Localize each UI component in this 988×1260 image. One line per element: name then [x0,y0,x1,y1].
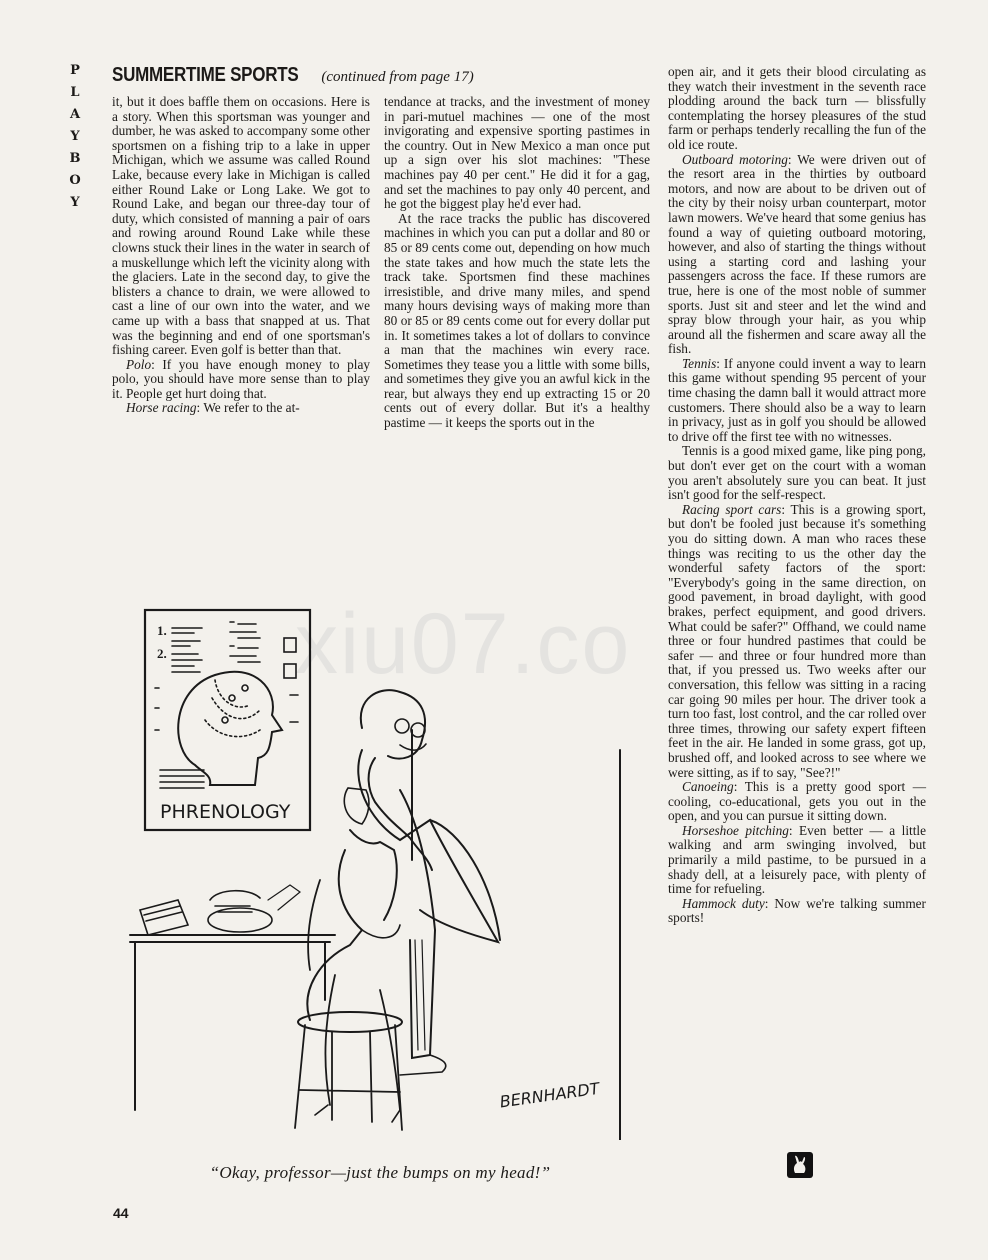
paragraph-text: : If anyone could invent a way to learn this game without spending 95 percent of your time chasing the damn ball it would attract more customers. There should also be a way to learn in privacy, just as in golf you should be allowed to drive off the first tee with no witnesses. [668,355,926,444]
article-headline [112,64,474,87]
logo-letter: Y [70,195,80,210]
woman-figure [307,758,432,1122]
section-lead: Racing sport cars [682,501,782,517]
text-column-1 [112,95,370,416]
paragraph-text: : We were driven out of the resort area in the thirties by outboard motors, and now are about to be driven out of the city by their noisy urban counterpart, motor lawn mowers. We've heard that some genius has found a way of quieting outboard motoring, however, and also of starting the things without using a starting cord and lashing your passengers across the face. If these rumors are true, here is one of the most noble of summer sports. Just sit and steer and let the wind and spray blow through your hair, as you whip around all the fishermen and scare away all the fish. [668,151,926,357]
article-title: SUMMERTIME SPORTS [112,64,299,86]
desk-with-typewriter [130,885,335,1110]
phrenology-poster [145,610,310,830]
wall-edges [412,730,620,1140]
paragraph-text: At the race tracks the public has discovered machines in which you can put a dollar and 80 or 85 or 89 cents come out, depending on how much the state takes and how much the state lets the track take. Sportsmen find these machines irresistible, and drive many miles, and spend many hours devising ways of making more than 80 or 85 or 89 cents come out for every dollar put in. It sometimes takes a lot of dollars to convince a man that the machines win every race. Sometimes they tease you a little with some bills, and sometimes they give you an awful kick in the rear, but always they end up extracting 15 or 20 cents out of every dollar. But it's a healthy pastime — it keeps the sports out in the [384,210,650,431]
paragraph-text: tendance at tracks, and the investment of money in pari-mutuel machines — one of the most invigorating and expensive sporting pastimes in the country. Out in New Mexico a man once put up a sign over his slot machines: "These machines pay 40 per cent." He did it for a gag, and set the machines to pay only 40 percent, and he got the biggest play he'd ever had. [384,94,650,212]
cartoon-caption: “Okay, professor—just the bumps on my head!” [209,1163,551,1182]
cartoon-illustration [100,580,660,1140]
paragraph [112,401,370,416]
paragraph-text: it, but it does baffle them on occasions. Here is a story. When this sportsman was younger and dumber, he was asked to accompany some other sportsmen on a fishing trip to a lake in upper Michigan, which we assume was called Round Lake, because every lake in Michigan is called either Round Lake or Long Lake. We got to Round Lake, and began our three-day tour of duty, which consisted of manning a pair of oars and rowing around Round Lake while these clowns stuck their lines in the water in search of a muskellunge which left the vicinity along with the glaciers. Late in the second day, to give the blisters a chance to drain, we were allowed to cast a line of our own into the water, and we came up with a bass that snapped at us. That was the beginning and end of one sportsman's fishing career. Even golf is better than that. [112,94,370,358]
paragraph-text: : This is a pretty good sport — cooling, co-educational, gets you out in the open, and you can pursue it sitting down. [668,779,926,824]
logo-letter: L [70,85,80,100]
page-number: 44 [113,1205,129,1221]
paragraph-text: : If you have enough money to play polo, you should have more sense than to play it. People get hurt doing that. [112,356,370,401]
rabbit-end-mark-icon [787,1152,813,1178]
stool [295,1012,402,1130]
poster-number-1: 1. [157,623,167,638]
paragraph [668,824,926,897]
logo-letter: B [69,151,81,166]
continued-note: (continued from page 17) [321,69,474,85]
text-column-2 [384,95,650,431]
poster-number-2: 2. [157,646,167,661]
paragraph [668,503,926,780]
section-lead: Horseshoe pitching [682,822,789,838]
logo-letter: Y [70,129,80,144]
paragraph-text: : This is a growing sport, but don't be fooled just because it's something you do sitting down. A man who races these things was reciting to us the other day the wonderful safety factors of the sport: "Everybody's going in the same direction, on good pavement, in broad daylight, with good brakes, perfect equipment, and good drivers. What could be safer?" Offhand, we could name three or four hundred pastimes that could be safer — and three or four hundred more than that, if you pressed us. Two weeks after our conversation, this fellow was sitting in a racing car going 90 miles per hour. The driver took a turn too fast, lost control, and the car rolled over three times, throwing our safety expert fifteen feet in the air. He landed in some grass, got up, brushed off, and looked across to see where we were sitting, as if to say, "See?!" [668,501,926,780]
text-column-3 [668,65,926,926]
section-lead: Hammock duty [682,895,765,911]
logo-letter: A [69,107,81,122]
paragraph-text: Tennis is a good mixed game, like ping pong, but don't ever get on the court with a woman you aren't absolutely sure you can beat. It just isn't good for the self-respect. [668,443,926,503]
paragraph [384,212,650,431]
logo-letter: O [69,173,81,188]
artist-signature: BERNHARDT [498,1078,601,1112]
paragraph [668,153,926,357]
poster-label: PHRENOLOGY [160,801,291,823]
section-lead: Outboard motoring [682,151,788,167]
paragraph-text: : Even better — a little walking and arm swinging involved, but primarily a mild pastime, to be pursued in a shady dell, at a leisurely pace, with plenty of time for refueling. [668,822,926,897]
watermark: xiu07.co [295,596,632,692]
paragraph [668,444,926,502]
magazine-vertical-logo [62,60,88,214]
paragraph-text: : Now we're talking summer sports! [668,895,926,926]
paragraph-text: : We refer to the at- [196,400,300,416]
paragraph-text: open air, and it gets their blood circulating as they watch their investment in the seventh race plodding around the back turn — blissfully contemplating the horsey pleasures of the stud farm or perhaps tenderly recalling the fun of the old ice route. [668,64,926,152]
section-lead: Tennis [682,355,717,371]
professor-figure [358,690,500,1075]
paragraph [668,357,926,445]
paragraph [668,780,926,824]
paragraph [112,358,370,402]
paragraph [112,95,370,358]
paragraph [384,95,650,212]
section-lead: Canoeing [682,779,734,795]
paragraph [668,897,926,926]
section-lead: Polo [126,356,152,372]
logo-letter: P [70,63,80,78]
paragraph [668,65,926,153]
section-lead: Horse racing [126,400,197,416]
